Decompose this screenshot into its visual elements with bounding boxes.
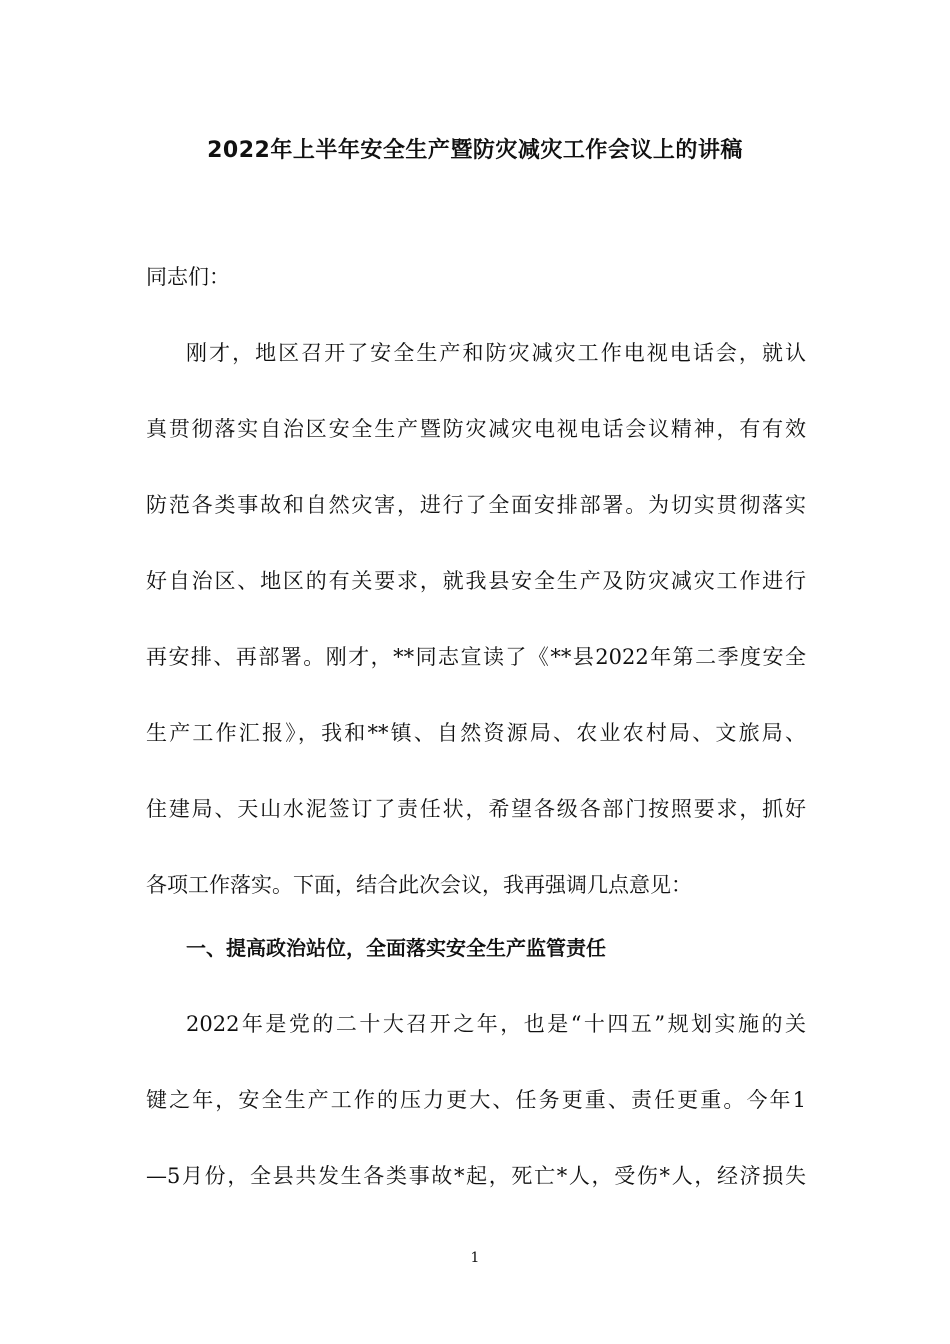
paragraph-line: 生产工作汇报》，我和**镇、自然资源局、农业农村局、文旅局、: [146, 721, 806, 745]
section-heading: 一、提高政治站位，全面落实安全生产监管责任: [186, 936, 606, 960]
paragraph-line: 再安排、再部署。刚才，**同志宣读了《**县2022年第二季度安全: [146, 645, 806, 669]
paragraph-line: 键之年，安全生产工作的压力更大、任务更重、责任更重。今年1: [146, 1088, 806, 1112]
page-number: 1: [470, 1250, 480, 1266]
paragraph-line: 好自治区、地区的有关要求，就我县安全生产及防灾减灾工作进行: [146, 569, 806, 593]
paragraph-line: 防范各类事故和自然灾害，进行了全面安排部署。为切实贯彻落实: [146, 493, 806, 517]
paragraph-line: 2022年是党的二十大召开之年，也是“十四五”规划实施的关: [186, 1012, 806, 1036]
document-title: 2022年上半年安全生产暨防灾减灾工作会议上的讲稿: [207, 138, 743, 163]
paragraph-line: 刚才，地区召开了安全生产和防灾减灾工作电视电话会，就认: [186, 341, 806, 365]
paragraph-line: —5月份，全县共发生各类事故*起，死亡*人，受伤*人，经济损失: [146, 1164, 806, 1188]
paragraph-line: 各项工作落实。下面，结合此次会议，我再强调几点意见：: [146, 873, 692, 897]
paragraph-line: 真贯彻落实自治区安全生产暨防灾减灾电视电话会议精神，有有效: [146, 417, 806, 441]
greeting: 同志们：: [146, 265, 230, 289]
paragraph-line: 住建局、天山水泥签订了责任状，希望各级各部门按照要求，抓好: [146, 797, 806, 821]
